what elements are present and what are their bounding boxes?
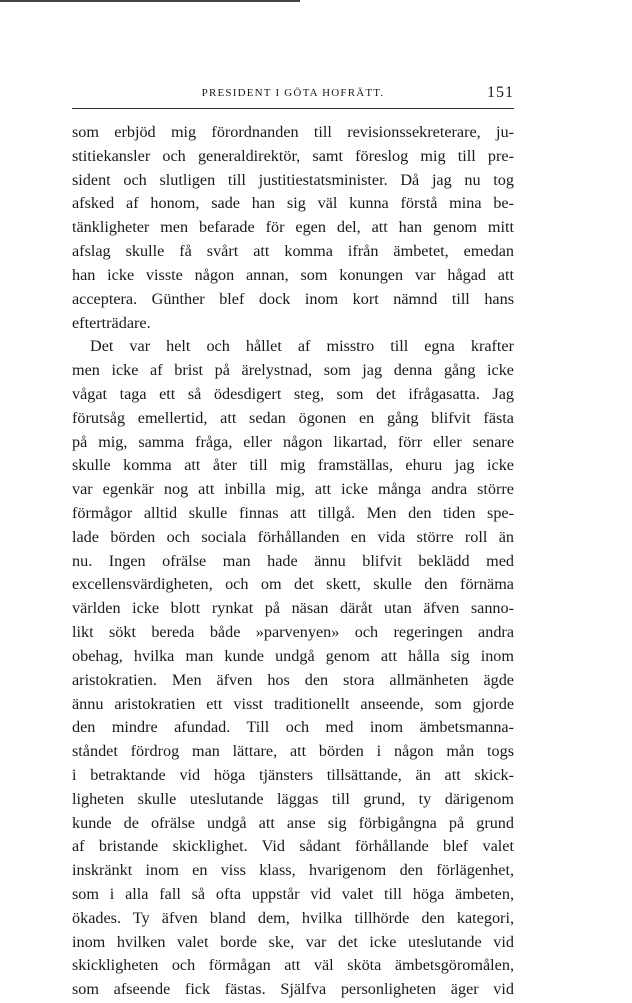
text-line: ökades. Ty äfven bland dem, hvilka tillhörde den kategori, <box>72 908 514 927</box>
text-line: förmågor alltid skulle finnas att tillgå. Men den tiden spe- <box>72 504 514 522</box>
text-line: inom hvilken valet borde ske, var det icke uteslutande vid <box>72 932 514 951</box>
text-line: världen icke blott rynkat på näsan däråt utan äfven sanno- <box>72 599 514 618</box>
body-text <box>72 121 514 1002</box>
text-line: ståndet fördrog man lättare, att börden i någon mån togs <box>72 742 514 761</box>
text-line: förutsåg emellertid, att sedan ögonen en gång blifvit fästa <box>72 408 514 427</box>
scan-edge-rule <box>0 0 300 2</box>
text-line: som erbjöd mig förordnanden till revisionssekreterare, ju- <box>72 123 514 141</box>
text-line: inskränkt inom en viss klass, hvarigenom den förlägenhet, <box>72 861 514 880</box>
text-line: tänkligheter men befarade för egen del, att han genom mitt <box>72 218 514 237</box>
text-line: af bristande skicklighet. Vid sådant förhållande blef valet <box>72 837 514 856</box>
text-line: lade börden och sociala förhållanden en vida större roll än <box>72 527 514 546</box>
text-line: i betraktande vid höga tjänsters tillsättande, än att skick- <box>72 765 514 784</box>
text-line: kunde de ofrälse undgå att anse sig förbigångna på grund <box>72 813 514 832</box>
text-line: ännu aristokratien ett visst traditionellt anseende, som gjorde <box>72 694 514 713</box>
text-line: efterträdare. <box>72 313 151 332</box>
text-line: likt sökt bereda både »parvenyen» och regeringen andra <box>72 623 514 642</box>
header-rule <box>72 108 514 109</box>
text-line: acceptera. Günther blef dock inom kort nämnd till hans <box>72 289 514 308</box>
running-head <box>72 84 514 106</box>
text-line: afslag skulle få svårt att komma ifrån ämbetet, emedan <box>72 242 514 261</box>
text-line: den mindre afundad. Till och med inom ämbetsmanna- <box>72 718 514 737</box>
text-line: stitiekansler och generaldirektör, samt föreslog mig till pre- <box>72 146 514 165</box>
text-line: excellensvärdigheten, och om det skett, skulle den förnäma <box>72 575 514 594</box>
text-line: skulle komma att åter till mig framställas, ehuru jag icke <box>72 456 514 475</box>
text-line: Det var helt och hållet af misstro till egna krafter <box>90 337 514 356</box>
text-line: sident och slutligen till justitiestatsminister. Då jag nu tog <box>72 170 514 189</box>
text-line: aristokratien. Men äfven hos den stora allmänheten ägde <box>72 670 514 689</box>
text-line: nu. Ingen ofrälse man hade ännu blifvit beklädd med <box>72 551 514 570</box>
text-line: som afseende fick fästas. Själfva personligheten äger vid <box>72 980 514 999</box>
text-line: vågat taga ett så ödesdigert steg, som det ifrågasatta. Jag <box>72 384 514 403</box>
text-line: på mig, samma fråga, eller någon likartad, förr eller senare <box>72 432 514 451</box>
page-number: 151 <box>487 84 514 101</box>
text-line: var egenkär nog att inbilla mig, att icke många andra större <box>72 480 514 499</box>
text-line: skickligheten och förmågan att väl sköta ämbetsgöromålen, <box>72 956 514 975</box>
running-title: PRESIDENT I GÖTA HOFRÄTT. <box>201 87 385 99</box>
text-line: obehag, hvilka man kunde undgå genom att hålla sig inom <box>72 646 514 665</box>
text-line: ligheten skulle uteslutande läggas till grund, ty därigenom <box>72 789 514 808</box>
text-line: men icke af brist på ärelystnad, som jag denna gång icke <box>72 361 514 380</box>
text-line: han icke visste någon annan, som konungen var hågad att <box>72 265 514 284</box>
text-line: afsked af honom, sade han sig väl kunna förstå mina be- <box>72 194 514 213</box>
text-line: som i alla fall så ofta uppstår vid valet till höga ämbeten, <box>72 885 514 903</box>
